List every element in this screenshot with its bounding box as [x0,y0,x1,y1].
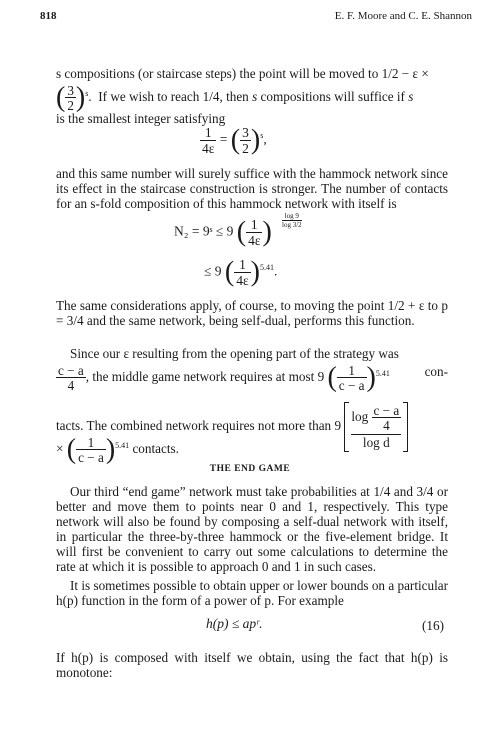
equation-n2: N₂ = 9ˢ ≤ 9 ( $\frac{1}{4\varepsilon}$ ) [174,216,272,248]
paragraph-5: Our third “end game” network must take probabilities at 1/4 and 3/4 or better and move them to points near 0 and 1, respectively. This type network will also be found by composing a self-dual network with itself, in particular the three-by-three hammock or the five-element bridge. It will first be convenient to carry out some calculations to determine the rate at which it is possible to approach 0 and 1 in such cases. [56,484,448,574]
equation-le-9: ≤ 9 ( $\frac{1}{4\varepsilon}$ )$^{5.41}$. [204,256,278,288]
equation-16: h(p) ≤ apʳ. [206,616,263,631]
paragraph-7: If h(p) is composed with itself we obtain, using the fact that h(p) is monotone: [56,650,448,680]
paragraph-2: and this same number will surely suffice with the hammock network since its effect in the staircase construction is stronger. The number of contacts for an s-fold composition of this hammock network with itself is [56,166,448,211]
p1-text-line1: s compositions (or staircase steps) the point will be moved to 1/2 − ε × [56,66,429,81]
log-bracket-expression: log $\frac{c - a}{4}$ log d [344,402,408,452]
running-header-authors: E. F. Moore and C. E. Shannon [334,10,472,22]
paragraph-4-line-1: Since our ε resulting from the opening part of the strategy was [70,346,399,361]
exponent-log-ratio: log 9 log 3/2 [282,212,302,229]
equation-one-over-4eps: $\frac{1}{4\varepsilon}$ = ( $\frac{3}{2}$ )$^s$, [202,124,267,156]
page-number: 818 [40,10,57,22]
fraction-3-over-2: $\frac{3}{2}$ [67,83,74,114]
paragraph-1-line-2: ( $\frac{3}{2}$ )$^s$. If we wish to reach 1/4, then s compositions will suffice if s [56,82,414,114]
paragraph-6: It is sometimes possible to obtain upper or lower bounds on a particular h(p) function in the form of a power of p. For example [56,578,448,608]
paragraph-3: The same considerations apply, of course, to moving the point 1/2 + ε to p = 3/4 and the same network, being self-dual, performs this function. [56,298,448,328]
paragraph-1-line-1 [56,66,448,81]
paragraph-1-line-3: is the smallest integer satisfying [56,111,226,126]
paragraph-4-line-4: × ( $\frac{1}{c - a}$ )$^{5.41}$ contacts. [56,434,179,466]
section-heading: THE END GAME [209,464,291,474]
paragraph-4-line-2: $\frac{c - a}{4}$ , the middle game network requires at most 9 ( $\frac{1}{c - a}$ )$^{5.41}$ con- [58,362,448,394]
paragraph-4-line-3: tacts. The combined network requires not more than 9 log $\frac{c - a}{4}$ log d [56,402,448,452]
equation-number: (16) [422,618,444,633]
